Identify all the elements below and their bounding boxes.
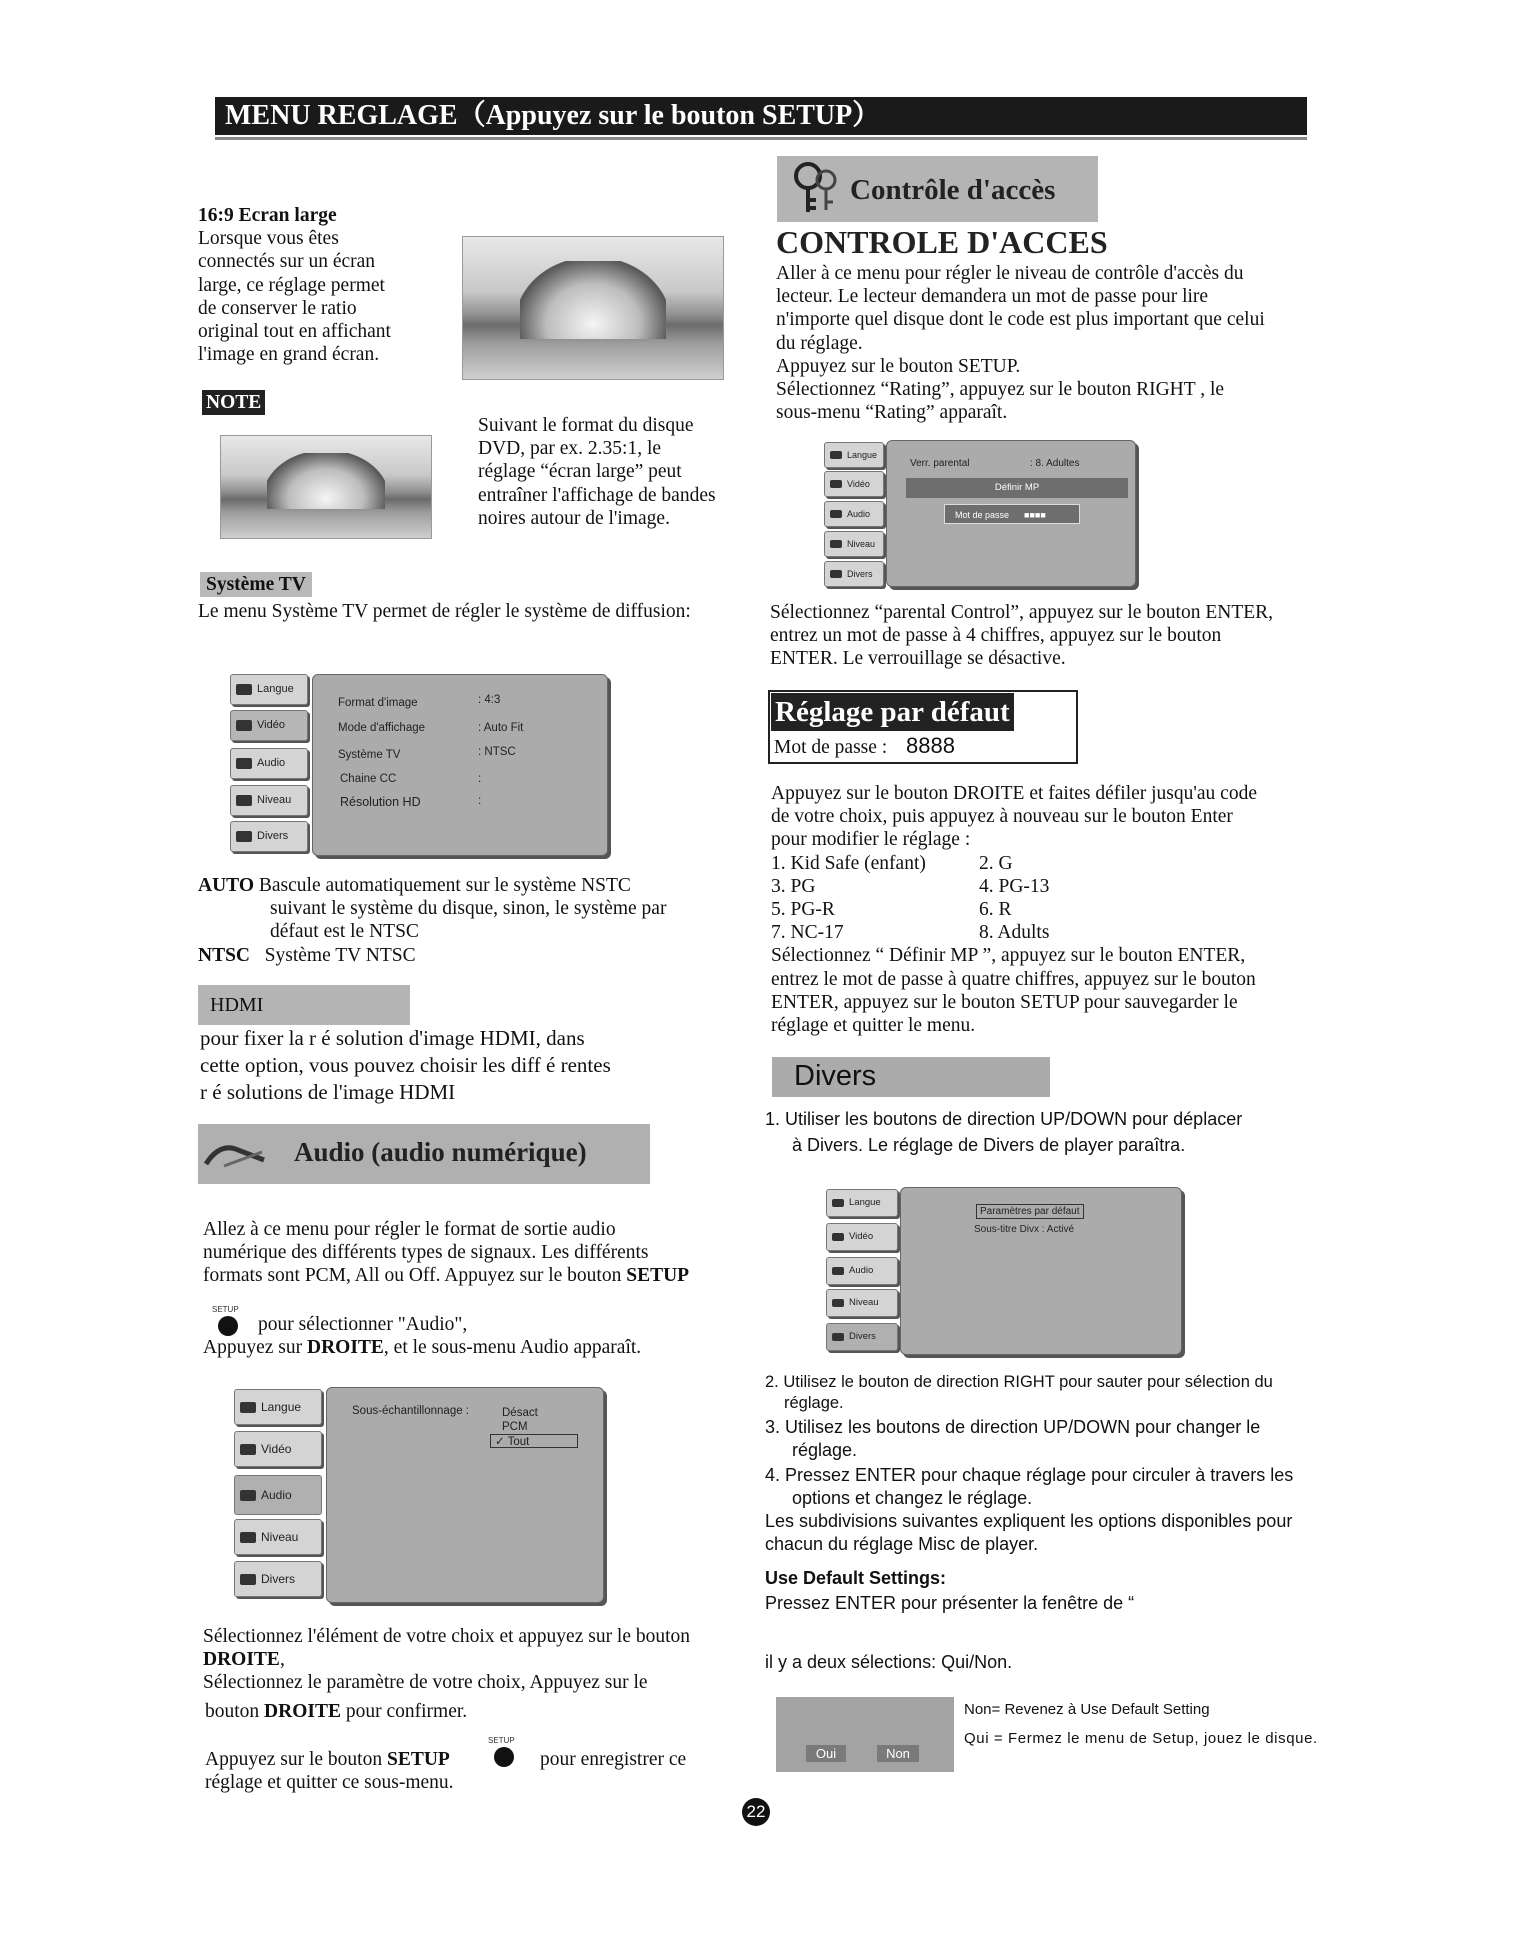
divers-steps [765,1372,1345,1414]
ntsc-desc: Système TV NTSC [264,944,416,966]
menu-tab-label: Audio [847,508,871,519]
menu-tab-divers[interactable] [826,1323,898,1351]
default-settings-item[interactable]: Paramètres par défaut [976,1204,1084,1219]
setup-button-icon [218,1316,238,1336]
confirm-dialog [776,1697,954,1772]
speaker-icon [832,1267,844,1275]
tv-system-heading: Système TV [200,572,312,597]
divers-step-1: 1. Utiliser les boutons de direction UP/DOWN pour déplacer [765,1109,1243,1129]
menu-tab-langue[interactable] [230,674,308,705]
setup-button-icon [494,1747,514,1767]
menu-tab-label: Langue [849,1197,881,1209]
menu-tab-langue[interactable] [824,442,884,468]
auto-term: AUTO [198,875,254,896]
audio-menu-panel [326,1387,604,1603]
hdmi-text [200,1025,611,1106]
divers-step-3-cont: réglage. [792,1440,858,1460]
audio-after-pre: Appuyez sur le bouton [205,1749,387,1770]
audio-after-pre: bouton [205,1701,265,1722]
tv-system-options [198,874,758,967]
menu-tab-divers[interactable] [824,561,884,587]
rating-option: 4. PG-13 [979,875,1050,897]
password-field[interactable] [944,504,1080,524]
audio-line: numérique des différents types de signaux. Les différents [203,1242,649,1264]
audio-heading: Audio (audio numérique) [294,1137,587,1167]
rating-option: 1. Kid Safe (enfant) [771,852,926,874]
eye-icon [832,1199,844,1207]
menu-tab-label: Audio [257,757,286,769]
rating-option: 3. PG [771,875,816,897]
audio-cable-icon [204,1138,270,1172]
setup-small-label: SETUP [488,1736,515,1745]
default-after-line: réglage et quitter le menu. [771,1015,976,1037]
access-header: Contrôle d'accès [850,174,1056,206]
wide-screen-heading: 16:9 Ecran large [198,205,337,226]
oui-button[interactable]: Oui [806,1745,846,1762]
page-number: 22 [742,1798,770,1826]
auto-desc: suivant le système du disque, sinon, le système par [270,898,667,920]
menu-row-value: : Auto Fit [478,722,524,734]
monitor-icon [832,1333,844,1341]
access-line: n'importe quel disque dont le code est plus important que celui [776,309,1265,331]
menu-tab-audio[interactable] [234,1475,322,1515]
password-field-mask: ■■■■ [1024,510,1046,520]
menu-row-value: : 4:3 [478,694,501,706]
menu-tab-label: Langue [261,1400,302,1414]
rating-option: 5. PG-R [771,899,835,921]
audio-after-bold: DROITE [203,1649,280,1671]
iceberg-photo-note [220,435,432,539]
audio-line [203,1336,641,1359]
auto-desc: défaut est le NTSC [270,921,419,943]
audio-after-line: pour enregistrer ce [540,1749,687,1770]
access-text [776,262,1316,424]
wide-line: de conserver le ratio [198,297,357,319]
audio-after-bold: DROITE [264,1701,341,1722]
qui-description: Qui = Fermez le menu de Setup, jouez le disque. [964,1730,1318,1747]
parental-lock-value: : 8. Adultes [1030,458,1080,469]
divers-heading: Divers [794,1060,877,1092]
menu-row-label[interactable]: Format d'image [338,697,418,709]
eye-icon [236,684,252,695]
non-button[interactable]: Non [877,1745,919,1762]
menu-tab-niveau[interactable] [824,531,884,557]
menu-tab-label: Divers [849,1331,876,1343]
default-line: de votre choix, puis appuyez à nouveau sur le bouton Enter [771,806,1233,828]
menu-row-value: : [478,773,482,785]
audio-line-post: , et le sous-menu Audio apparaît. [383,1337,642,1358]
option-pcm[interactable]: PCM [502,1421,528,1433]
note-line: Suivant le format du disque [478,415,694,436]
menu-tab-langue[interactable] [234,1389,322,1425]
tv-system-intro: Le menu Système TV permet de régler le système de diffusion: [198,601,691,622]
audio-line-bold: DROITE [306,1337,384,1358]
default-password-label: Mot de passe : [774,737,888,758]
eye-icon [240,1402,256,1413]
menu-row-label[interactable]: Chaine CC [340,773,397,785]
divers-step-3: 3. Utilisez les boutons de direction UP/DOWN pour changer le [765,1417,1261,1437]
use-default-text: Pressez ENTER pour présenter la fenêtre de “ [765,1593,1135,1613]
lock-icon [240,1532,256,1543]
menu-tab-label: Langue [847,449,878,460]
menu-tab-niveau[interactable] [230,785,308,816]
divx-subtitle-item[interactable]: Sous-titre Divx : Activé [974,1224,1075,1235]
menu-tab-label: Vidéo [257,719,285,731]
menu-row-value: : NTSC [478,746,516,758]
menu-tab-divers[interactable] [234,1561,322,1597]
lock-icon [830,540,842,548]
audio-after-line [205,1700,467,1723]
menu-tab-label: Divers [847,568,873,579]
divers-step-2-cont: réglage. [784,1394,844,1412]
divers-step-2: 2. Utilisez le bouton de direction RIGHT pour sauter pour sélection du [765,1373,1273,1391]
default-after-line: Sélectionnez “ Définir MP ”, appuyez sur le bouton ENTER, [771,945,1246,967]
speaker-icon [830,510,842,518]
note-line: entraîner l'affichage de bandes [478,484,716,506]
menu-row-label[interactable]: Système TV [338,749,401,761]
divers-step-1-cont: à Divers. Le réglage de Divers de player paraîtra. [792,1135,1186,1155]
rating-option: 7. NC-17 [771,922,844,944]
audio-after-line: Sélectionnez l'élément de votre choix et appuyez sur le bouton [203,1626,691,1647]
iceberg-photo-wide [462,236,724,380]
default-after-line: entrez le mot de passe à quatre chiffres, appuyez sur le bouton [771,968,1256,990]
wide-line: connectés sur un écran [198,251,376,273]
subdivisions-text-cont: chacun du réglage Misc de player. [765,1534,1039,1554]
menu-tab-niveau[interactable] [234,1519,322,1555]
lock-icon [832,1299,844,1307]
menu-tab-divers[interactable] [230,821,308,852]
audio-after-post: , [279,1649,285,1671]
menu-tab-audio[interactable] [826,1257,898,1285]
menu-tab-label: Vidéo [847,478,870,489]
hdmi-line: cette option, vous pouvez choisir les diff é rentes [200,1053,611,1077]
rating-row [771,898,1321,921]
menu-tab-niveau[interactable] [826,1289,898,1317]
menu-tab-label: Niveau [261,1530,299,1544]
hdmi-line: pour fixer la r é solution d'image HDMI, dans [200,1026,585,1050]
tv-system-menu [228,672,610,858]
divers-steps-more [765,1416,1345,1556]
default-after-line: ENTER, appuyez sur le bouton SETUP pour sauvegarder le [771,991,1238,1013]
page-title: MENU REGLAGE（Appuyez sur le bouton SETUP） [215,97,1307,135]
eye-icon [830,451,842,459]
audio-menu [232,1385,608,1607]
access-line: sous-menu “Rating” apparaît. [776,402,1008,424]
default-password-value: 8888 [906,733,955,758]
note-text [478,414,758,530]
menu-tab-label: Audio [849,1265,874,1277]
audio-after [203,1625,783,1695]
menu-tab-label: Niveau [257,794,292,806]
audio-line-bold: SETUP [626,1265,690,1287]
audio-after-bold: SETUP [386,1749,450,1770]
menu-tab-audio[interactable] [824,501,884,527]
password-field-label: Mot de passe [955,510,1010,520]
menu-tab-label: Langue [257,683,294,695]
option-desact[interactable]: Désact [502,1407,538,1419]
audio-after-line: Sélectionnez le paramètre de votre choix, Appuyez sur le [203,1672,648,1694]
speaker-icon [240,1490,256,1501]
monitor-icon [240,1574,256,1585]
rating-menu [822,440,1140,590]
menu-tab-video[interactable] [826,1223,898,1251]
film-icon [830,480,842,488]
rating-row [771,875,1321,898]
define-password-item[interactable]: Définir MP [906,478,1128,498]
divers-step-4-cont: options et changez le réglage. [792,1488,1033,1508]
divers-step-4: 4. Pressez ENTER pour chaque réglage pour circuler à travers les [765,1465,1294,1485]
default-text [771,782,1321,1037]
rating-option: 2. G [979,852,1013,874]
menu-tab-video[interactable] [824,471,884,497]
monitor-icon [830,570,842,578]
note-line: DVD, par ex. 2.35:1, le [478,438,662,460]
hdmi-heading: HDMI [210,994,264,1016]
wide-line: original tout en affichant [198,321,391,343]
access-line: lecteur. Le lecteur demandera un mot de passe pour lire [776,286,1209,308]
menu-row-label[interactable]: Mode d'affichage [338,722,426,734]
film-icon [236,720,252,731]
parental-lock-label[interactable]: Verr. parental [910,458,970,469]
film-icon [240,1444,256,1455]
audio-after-post: pour confirmer. [340,1701,468,1722]
access-after-line: Sélectionnez “parental Control”, appuyez sur le bouton ENTER, [770,602,1274,623]
rating-option: 6. R [979,899,1012,921]
menu-tab-video[interactable] [234,1431,322,1467]
menu-tab-label: Audio [261,1488,292,1502]
default-title: Réglage par défaut [771,693,1014,731]
default-line: pour modifier le réglage : [771,829,971,851]
setup-small-label: SETUP [212,1305,239,1314]
access-line: Appuyez sur le bouton SETUP. [776,355,1021,377]
audio-after-line: réglage et quitter ce sous-menu. [205,1772,454,1793]
keys-icon [786,160,846,216]
speaker-icon [236,758,252,769]
menu-tab-label: Divers [257,830,289,842]
audio-intro [203,1218,763,1288]
divers-menu [824,1185,1186,1357]
note-label: NOTE [202,390,265,415]
note-line: réglage “écran large” peut [478,461,682,483]
access-after [770,601,1310,671]
lock-icon [236,795,252,806]
rating-row [771,921,1321,944]
audio-after-line [205,1748,450,1771]
hdmi-line: r é solutions de l'image HDMI [200,1080,456,1104]
default-line: Appuyez sur le bouton DROITE et faites défiler jusqu'au code [771,783,1257,804]
audio-line: pour sélectionner "Audio", [258,1314,468,1335]
two-choices-text: il y a deux sélections: Qui/Non. [765,1652,1013,1672]
menu-tab-label: Niveau [847,538,876,549]
wide-line: l'image en grand écran. [198,344,380,366]
access-line: Sélectionnez “Rating”, appuyez sur le bouton RIGHT , le [776,379,1225,401]
monitor-icon [236,831,252,842]
access-line: Aller à ce menu pour régler le niveau de contrôle d'accès du [776,263,1244,284]
menu-tab-label: Vidéo [849,1231,874,1243]
access-after-line: entrez un mot de passe à 4 chiffres, appuyez sur le bouton [770,625,1222,647]
downsampling-label: Sous-échantillonnage : [352,1405,469,1417]
menu-row-label[interactable]: Résolution HD [340,795,421,809]
menu-tab-video[interactable] [230,710,308,741]
wide-line: large, ce réglage permet [198,274,385,296]
auto-desc: Bascule automatiquement sur le système NSTC [258,875,631,896]
menu-tab-label: Divers [261,1572,296,1586]
menu-row-value: : [478,795,482,807]
subdivisions-text: Les subdivisions suivantes expliquent les options disponibles pour [765,1511,1293,1531]
wide-screen-section [198,204,438,366]
menu-tab-langue[interactable] [826,1189,898,1217]
rating-row [771,852,1321,875]
access-after-line: ENTER. Le verrouillage se désactive. [770,648,1066,670]
menu-tab-audio[interactable] [230,748,308,779]
access-line: du réglage. [776,332,863,354]
film-icon [832,1233,844,1241]
access-title: CONTROLE D'ACCES [776,224,1108,260]
rating-option: 8. Adults [979,922,1050,944]
note-line: noires autour de l'image. [478,507,670,529]
use-default-heading: Use Default Settings: [765,1568,947,1588]
audio-line: formats sont PCM, All ou Off. Appuyez sur le bouton [203,1265,627,1287]
ntsc-term: NTSC [198,944,251,966]
audio-line-pre: Appuyez sur [203,1337,307,1358]
menu-tab-label: Vidéo [261,1442,292,1456]
non-description: Non= Revenez à Use Default Setting [964,1701,1210,1718]
menu-tab-label: Niveau [849,1297,879,1309]
audio-line: Allez à ce menu pour régler le format de sortie audio [203,1219,616,1240]
wide-line: Lorsque vous êtes [198,228,339,250]
title-underline [215,137,1307,140]
option-tout-selected[interactable]: ✓ Tout [490,1434,578,1448]
